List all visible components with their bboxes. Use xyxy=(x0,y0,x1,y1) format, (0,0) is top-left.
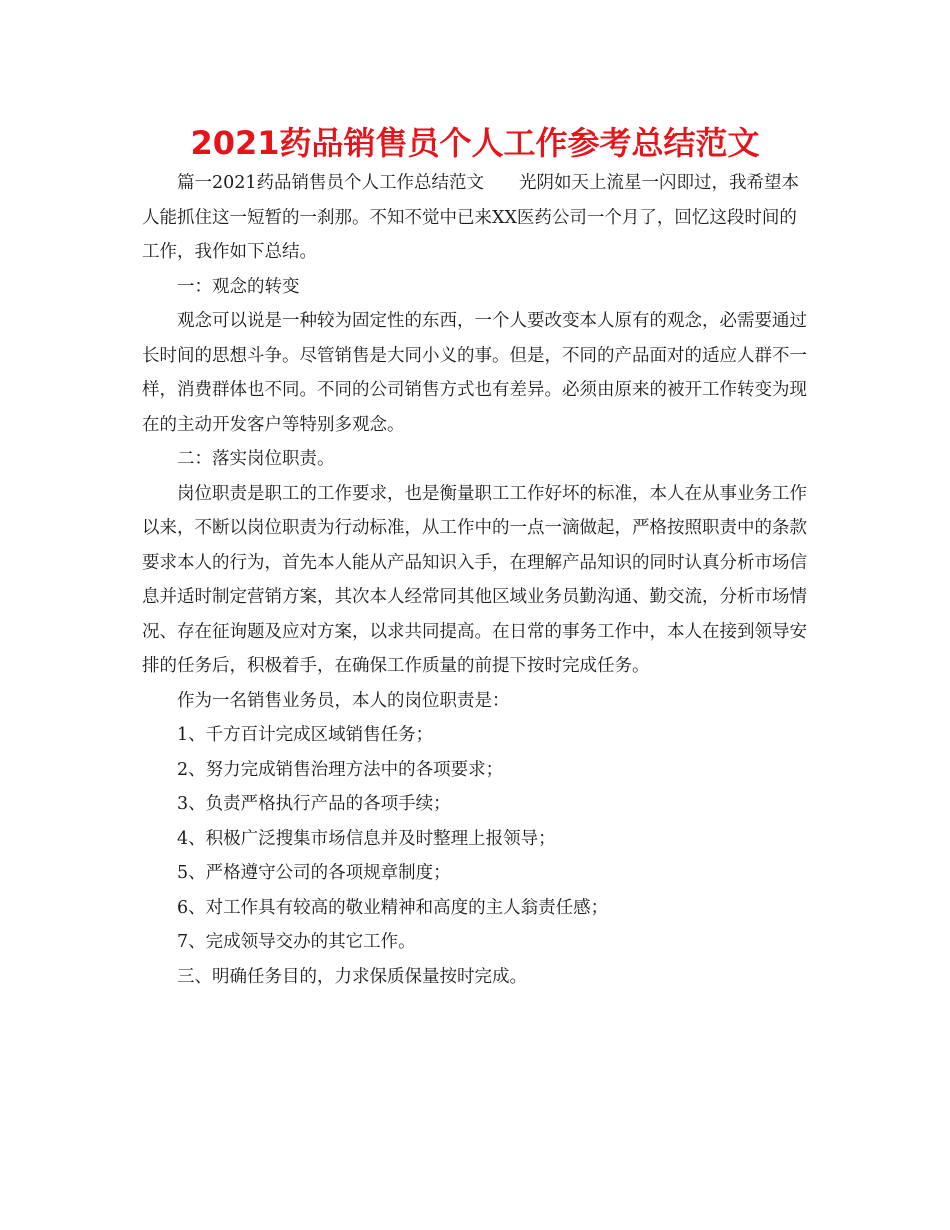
list-item: 3、负责严格执行产品的各项手续； xyxy=(177,794,451,814)
list-item: 2、努力完成销售治理方法中的各项要求； xyxy=(177,759,504,780)
paragraph-intro: 篇一2021药品销售员个人工作总结范文 光阴如天上流星一闪即过，我希望本人能抓住这一短暂的一刹那。不知不觉中已来XX医药公司一个月了，回忆这段时间的工作，我作如下总结。 xyxy=(142,173,800,262)
list-item: 6、对工作具有较高的敬业精神和高度的主人翁责任感； xyxy=(177,897,609,918)
section-heading-1: 一：观念的转变 xyxy=(177,276,300,297)
document-body xyxy=(142,166,810,994)
list-item: 1、千方百计完成区域销售任务； xyxy=(177,725,434,745)
section-heading-3: 三、明确任务目的，力求保质保量按时完成。 xyxy=(177,966,527,987)
list-item: 7、完成领导交办的其它工作。 xyxy=(177,932,416,952)
document-title: 2021药品销售员个人工作参考总结范文 xyxy=(190,124,760,162)
list-item: 4、积极广泛搜集市场信息并及时整理上报领导； xyxy=(177,828,556,849)
list-item: 5、严格遵守公司的各项规章制度； xyxy=(177,863,451,883)
paragraph-duties: 岗位职责是职工的工作要求，也是衡量职工工作好坏的标准，本人在从事业务工作以来，不断以岗位职责为行动标准，从工作中的一点一滴做起，严格按照职责中的条款要求本人的行为，首先本人能从产品知识入手，在理解产品知识的同时认真分析市场信息并适时制定营销方案，其次本人经常同其他区域业务员勤沟通、勤交流，分析市场情况、存在征询题及应对方案，以求共同提高。在日常的事务工作中，本人在接到领导安排的任务后，积极着手，在确保工作质量的前提下按时完成任务。 xyxy=(142,483,807,676)
paragraph-duties-intro: 作为一名销售业务员，本人的岗位职责是： xyxy=(177,690,510,711)
section-heading-2: 二：落实岗位职责。 xyxy=(177,449,335,469)
paragraph-concept: 观念可以说是一种较为固定性的东西，一个人要改变本人原有的观念，必需要通过长时间的思想斗争。尽管销售是大同小义的事。但是，不同的产品面对的适应人群不一样，消费群体也不同。不同的公司销售方式也有差异。必须由原来的被开工作转变为现在的主动开发客户等特别多观念。 xyxy=(142,311,807,435)
